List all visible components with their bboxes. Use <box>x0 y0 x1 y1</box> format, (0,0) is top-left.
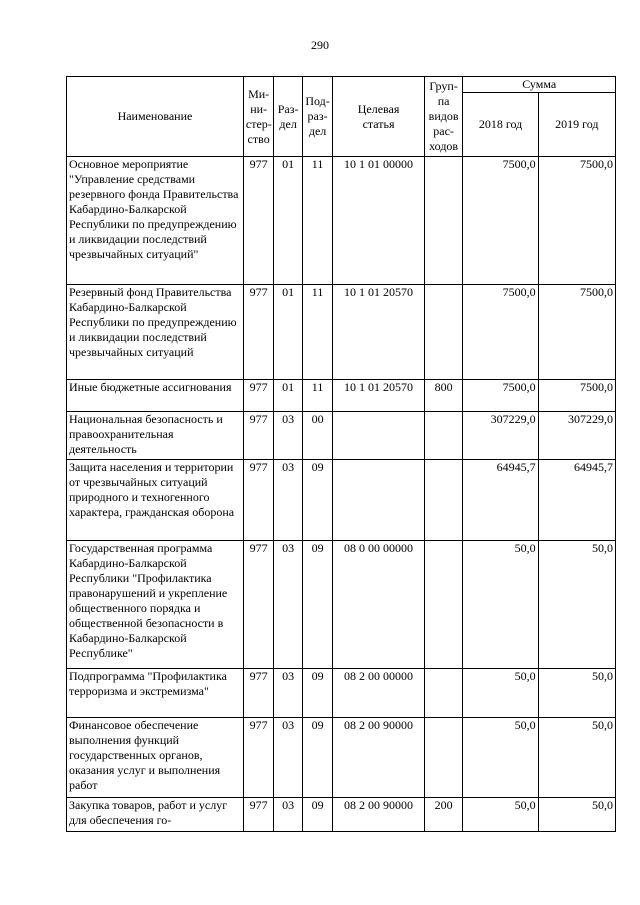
row-target: 08 2 00 90000 <box>333 798 424 832</box>
row-subsection: 09 <box>302 669 332 718</box>
row-target: 10 1 01 20570 <box>333 380 424 412</box>
row-group <box>424 669 463 718</box>
table-header <box>67 77 616 157</box>
row-subsection: 09 <box>302 460 332 541</box>
row-section: 03 <box>274 669 302 718</box>
header-ministry-line: ство <box>247 131 270 146</box>
header-sum: Сумма <box>463 77 616 93</box>
row-subsection: 09 <box>302 541 332 669</box>
header-subsection-line: дел <box>308 124 327 138</box>
row-group <box>424 285 463 380</box>
row-section: 03 <box>274 718 302 798</box>
row-name: Финансовое обеспечение выполнения функций государственных органов, оказания услуг и выполнения работ <box>67 718 244 798</box>
table-row <box>67 380 616 412</box>
row-sum-2018: 307229,0 <box>463 412 538 460</box>
row-ministry: 977 <box>243 798 273 832</box>
header-section <box>274 77 302 157</box>
row-section: 01 <box>274 157 302 285</box>
row-subsection: 09 <box>302 718 332 798</box>
row-target: 08 2 00 90000 <box>333 718 424 798</box>
row-sum-2018: 50,0 <box>463 718 538 798</box>
row-group <box>424 157 463 285</box>
header-target-line: статья <box>362 116 395 131</box>
page-number: 290 <box>311 38 329 52</box>
row-ministry: 977 <box>243 718 273 798</box>
header-section-line: Раз- <box>277 101 299 116</box>
row-group <box>424 541 463 669</box>
row-target: 10 1 01 00000 <box>333 157 424 285</box>
row-group: 200 <box>424 798 463 832</box>
table-row <box>67 798 616 832</box>
table-row <box>67 460 616 541</box>
row-ministry: 977 <box>243 157 273 285</box>
row-name: Резервный фонд Правительства Кабардино-Балкарской Республики по предупреждению и ликвидации последствий чрезвычайных ситуаций <box>67 285 244 380</box>
header-target <box>333 77 424 157</box>
row-target: 08 0 00 00000 <box>333 541 424 669</box>
row-sum-2019: 307229,0 <box>538 412 615 460</box>
table-row <box>67 157 616 285</box>
row-ministry: 977 <box>243 412 273 460</box>
header-ministry-line: ни- <box>250 101 268 116</box>
row-sum-2018: 50,0 <box>463 541 538 669</box>
budget-table <box>66 76 616 832</box>
row-section: 01 <box>274 380 302 412</box>
row-sum-2018: 64945,7 <box>463 460 538 541</box>
row-name: Иные бюджетные ассигнования <box>67 380 244 412</box>
table-row <box>67 285 616 380</box>
table-row <box>67 669 616 718</box>
row-sum-2018: 7500,0 <box>463 380 538 412</box>
row-target <box>333 460 424 541</box>
header-group-line: видов <box>428 109 459 123</box>
table-row <box>67 541 616 669</box>
header-year-2019: 2019 год <box>538 93 615 157</box>
row-section: 03 <box>274 541 302 669</box>
header-ministry-line: Ми- <box>248 86 270 101</box>
header-ministry <box>243 77 273 157</box>
row-sum-2019: 50,0 <box>538 718 615 798</box>
header-group <box>424 77 463 157</box>
row-group <box>424 718 463 798</box>
row-target: 08 2 00 00000 <box>333 669 424 718</box>
header-group-line: Груп- <box>429 79 458 93</box>
row-subsection: 09 <box>302 798 332 832</box>
row-name: Подпрограмма "Профилактика терроризма и экстремизма" <box>67 669 244 718</box>
row-target <box>333 412 424 460</box>
row-sum-2018: 7500,0 <box>463 285 538 380</box>
row-section: 03 <box>274 798 302 832</box>
row-subsection: 00 <box>302 412 332 460</box>
header-ministry-line: стер- <box>245 116 272 131</box>
row-sum-2019: 50,0 <box>538 541 615 669</box>
row-subsection: 11 <box>302 157 332 285</box>
header-subsection-line: Под- <box>305 94 330 108</box>
row-section: 01 <box>274 285 302 380</box>
row-sum-2019: 7500,0 <box>538 285 615 380</box>
row-subsection: 11 <box>302 380 332 412</box>
row-sum-2019: 7500,0 <box>538 380 615 412</box>
row-name: Защита населения и территории от чрезвычайных ситуаций природного и техногенного характера, гражданская оборона <box>67 460 244 541</box>
header-name: Наименование <box>67 77 244 157</box>
header-group-line: па <box>437 94 450 108</box>
row-section: 03 <box>274 412 302 460</box>
table-row <box>67 412 616 460</box>
row-sum-2019: 7500,0 <box>538 157 615 285</box>
table-row <box>67 718 616 798</box>
row-sum-2019: 50,0 <box>538 798 615 832</box>
table-body <box>67 157 616 832</box>
row-subsection: 11 <box>302 285 332 380</box>
header-group-line: ходов <box>429 139 459 153</box>
header-group-line: рас- <box>433 124 454 138</box>
row-ministry: 977 <box>243 541 273 669</box>
row-sum-2018: 7500,0 <box>463 157 538 285</box>
row-group <box>424 412 463 460</box>
row-group <box>424 460 463 541</box>
row-ministry: 977 <box>243 669 273 718</box>
row-name: Закупка товаров, работ и услуг для обеспечения го- <box>67 798 244 832</box>
header-year-2018: 2018 год <box>463 93 538 157</box>
header-subsection <box>302 77 332 157</box>
header-section-line: дел <box>279 116 297 131</box>
row-sum-2018: 50,0 <box>463 798 538 832</box>
row-target: 10 1 01 20570 <box>333 285 424 380</box>
row-ministry: 977 <box>243 460 273 541</box>
row-name: Государственная программа Кабардино-Балкарской Республики "Профилактика правонарушений и укрепление общественного порядка и общественной безопасности в Кабардино-Балкарской Республике" <box>67 541 244 669</box>
header-subsection-line: раз- <box>307 109 328 123</box>
row-name: Основное мероприятие "Управление средствами резервного фонда Правительства Кабардино-Балкарской Республики по предупреждению и ликвидации последствий чрезвычайных ситуаций" <box>67 157 244 285</box>
row-group: 800 <box>424 380 463 412</box>
row-sum-2019: 64945,7 <box>538 460 615 541</box>
row-ministry: 977 <box>243 380 273 412</box>
row-ministry: 977 <box>243 285 273 380</box>
row-section: 03 <box>274 460 302 541</box>
header-target-line: Целевая <box>357 101 400 116</box>
row-sum-2018: 50,0 <box>463 669 538 718</box>
row-sum-2019: 50,0 <box>538 669 615 718</box>
row-name: Национальная безопасность и правоохранительная деятельность <box>67 412 244 460</box>
